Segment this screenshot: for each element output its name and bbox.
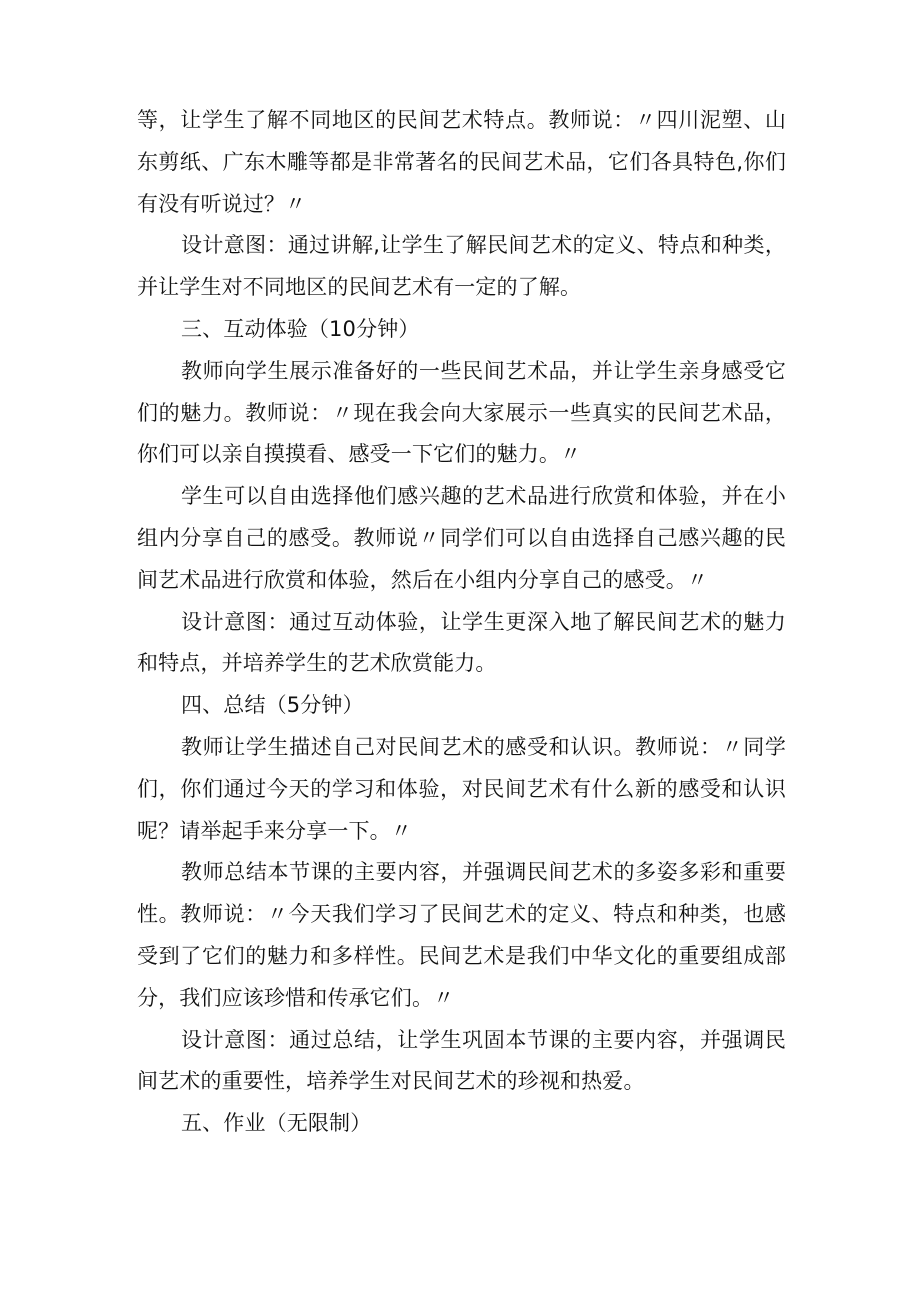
paragraph-design-intent-3: 设计意图：通过总结，让学生巩固本节课的主要内容，并强调民间艺术的重要性，培养学生对民间艺术的珍视和热爱。 <box>137 1027 786 1094</box>
section-heading-summary: 四、总结（5分钟） <box>181 693 364 718</box>
paragraph-design-intent-1: 设计意图：通过讲解,让学生了解民间艺术的定义、特点和种类，并让学生对不同地区的民间艺术有一定的了解。 <box>137 233 786 300</box>
paragraph-teacher-summary: 教师总结本节课的主要内容，并强调民间艺术的多姿多彩和重要性。教师说：〃今天我们学习了民间艺术的定义、特点和种类，也感受到了它们的魅力和多样性。民间艺术是我们中华文化的重要组成部分，我们应该珍惜和传承它们。〃 <box>137 860 786 1010</box>
paragraph-continuation: 等，让学生了解不同地区的民间艺术特点。教师说：〃四川泥塑、山东剪纸、广东木雕等都是非常著名的民间艺术品，它们各具特色,你们有没有听说过？〃 <box>137 108 786 216</box>
section-heading-homework: 五、作业（无限制） <box>181 1111 372 1136</box>
paragraph-teacher-ask: 教师让学生描述自己对民间艺术的感受和认识。教师说：〃同学们，你们通过今天的学习和体验，对民间艺术有什么新的感受和认识呢？请举起手来分享一下。〃 <box>137 734 786 843</box>
paragraph-teacher-show: 教师向学生展示准备好的一些民间艺术品，并让学生亲身感受它们的魅力。教师说：〃现在我会向大家展示一些真实的民间艺术品，你们可以亲自摸摸看、感受一下它们的魅力。〃 <box>137 358 786 467</box>
paragraph-design-intent-2: 设计意图：通过互动体验，让学生更深入地了解民间艺术的魅力和特点，并培养学生的艺术欣赏能力。 <box>137 609 786 676</box>
section-heading-interactive: 三、互动体验（10分钟） <box>181 316 420 341</box>
paragraph-students-choose: 学生可以自由选择他们感兴趣的艺术品进行欣赏和体验，并在小组内分享自己的感受。教师说〃同学们可以自由选择自己感兴趣的民间艺术品进行欣赏和体验，然后在小组内分享自己的感受。〃 <box>137 484 786 592</box>
